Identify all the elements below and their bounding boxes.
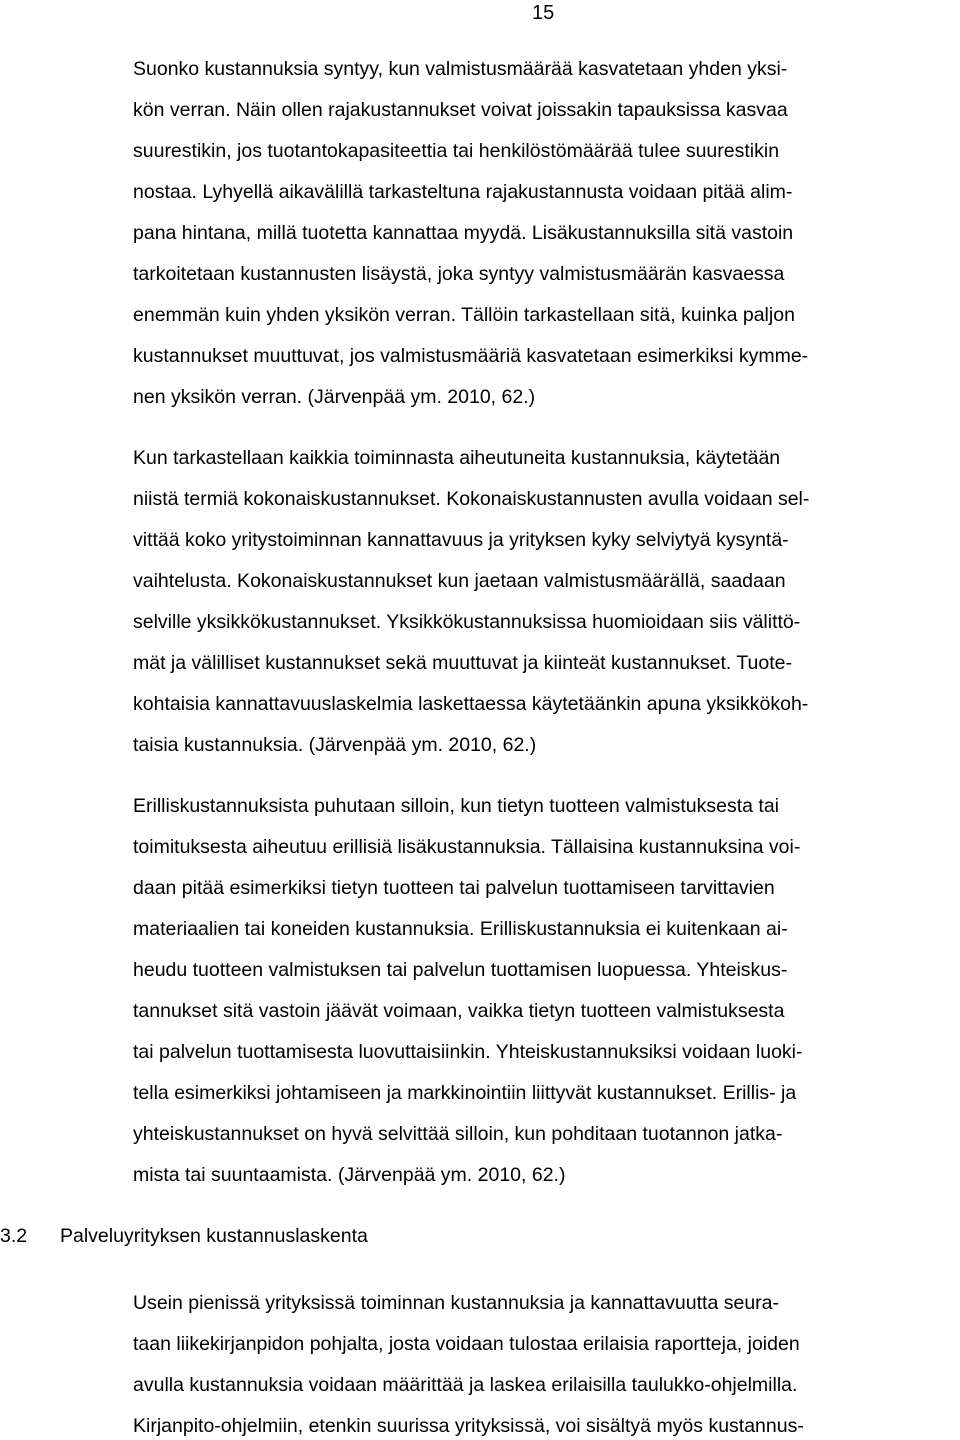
text-line: nen yksikön verran. (Järvenpää ym. 2010, 62.) xyxy=(133,386,536,408)
text-line: tai palvelun tuottamisesta luovuttaisiinkin. Yhteiskustannuksiksi voidaan luoki- xyxy=(133,1041,803,1063)
text-line: heudu tuotteen valmistuksen tai palvelun tuottamisen luopuessa. Yhteiskus- xyxy=(133,959,788,981)
text-line: taan liikekirjanpidon pohjalta, josta voidaan tulostaa erilaisia raportteja, joiden xyxy=(133,1333,800,1355)
text-line: yhteiskustannukset on hyvä selvittää silloin, kun pohditaan tuotannon jatka- xyxy=(133,1123,783,1145)
text-line: taisia kustannuksia. (Järvenpää ym. 2010, 62.) xyxy=(133,734,537,756)
text-line: nostaa. Lyhyellä aikavälillä tarkasteltuna rajakustannusta voidaan pitää alim- xyxy=(133,181,793,203)
text-line: materiaalien tai koneiden kustannuksia. Erilliskustannuksia ei kuitenkaan ai- xyxy=(133,918,788,940)
text-line: Suonko kustannuksia syntyy, kun valmistusmäärää kasvatetaan yhden yksi- xyxy=(133,58,788,80)
text-line: vaihtelusta. Kokonaiskustannukset kun jaetaan valmistusmäärällä, saadaan xyxy=(133,570,786,592)
text-line: vittää koko yritystoiminnan kannattavuus ja yrityksen kyky selviytyä kysyntä- xyxy=(133,529,789,551)
text-line: tannukset sitä vastoin jäävät voimaan, vaikka tietyn tuotteen valmistuksesta xyxy=(133,1000,785,1022)
text-line: kön verran. Näin ollen rajakustannukset voivat joissakin tapauksissa kasvaa xyxy=(133,99,788,121)
section-title: Palveluyrityksen kustannuslaskenta xyxy=(60,1225,368,1247)
text-line: tella esimerkiksi johtamiseen ja markkinointiin liittyvät kustannukset. Erillis- ja xyxy=(133,1082,797,1104)
text-line: tarkoitetaan kustannusten lisäystä, joka syntyy valmistusmäärän kasvaessa xyxy=(133,263,785,285)
text-line: Kun tarkastellaan kaikkia toiminnasta aiheutuneita kustannuksia, käytetään xyxy=(133,447,781,469)
text-line: selville yksikkökustannukset. Yksikkökustannuksissa huomioidaan siis välittö- xyxy=(133,611,801,633)
text-line: kohtaisia kannattavuuslaskelmia laskettaessa käytetäänkin apuna yksikkökoh- xyxy=(133,693,809,715)
text-line: toimituksesta aiheutuu erillisiä lisäkustannuksia. Tällaisina kustannuksina voi- xyxy=(133,836,801,858)
text-line: enemmän kuin yhden yksikön verran. Tällöin tarkastellaan sitä, kuinka paljon xyxy=(133,304,795,326)
text-line: avulla kustannuksia voidaan määrittää ja laskea erilaisilla taulukko-ohjelmilla. xyxy=(133,1374,798,1396)
text-line: suurestikin, jos tuotantokapasiteettia tai henkilöstömäärää tulee suurestikin xyxy=(133,140,780,162)
text-line: mät ja välilliset kustannukset sekä muuttuvat ja kiinteät kustannukset. Tuote- xyxy=(133,652,793,674)
section-number: 3.2 xyxy=(0,1225,28,1247)
text-line: kustannukset muuttuvat, jos valmistusmääriä kasvatetaan esimerkiksi kymme- xyxy=(133,345,809,367)
page-number: 15 xyxy=(532,2,555,24)
text-line: pana hintana, millä tuotetta kannattaa myydä. Lisäkustannuksilla sitä vastoin xyxy=(133,222,794,244)
text-line: mista tai suuntaamista. (Järvenpää ym. 2010, 62.) xyxy=(133,1164,566,1186)
text-line: daan pitää esimerkiksi tietyn tuotteen tai palvelun tuottamiseen tarvittavien xyxy=(133,877,775,899)
text-line: Kirjanpito-ohjelmiin, etenkin suurissa yrityksissä, voi sisältyä myös kustannus- xyxy=(133,1415,804,1437)
text-line: niistä termiä kokonaiskustannukset. Kokonaiskustannusten avulla voidaan sel- xyxy=(133,488,810,510)
section-heading xyxy=(0,1223,368,1249)
text-line: Usein pienissä yrityksissä toiminnan kustannuksia ja kannattavuutta seura- xyxy=(133,1292,779,1314)
text-line: Erilliskustannuksista puhutaan silloin, kun tietyn tuotteen valmistuksesta tai xyxy=(133,795,780,817)
